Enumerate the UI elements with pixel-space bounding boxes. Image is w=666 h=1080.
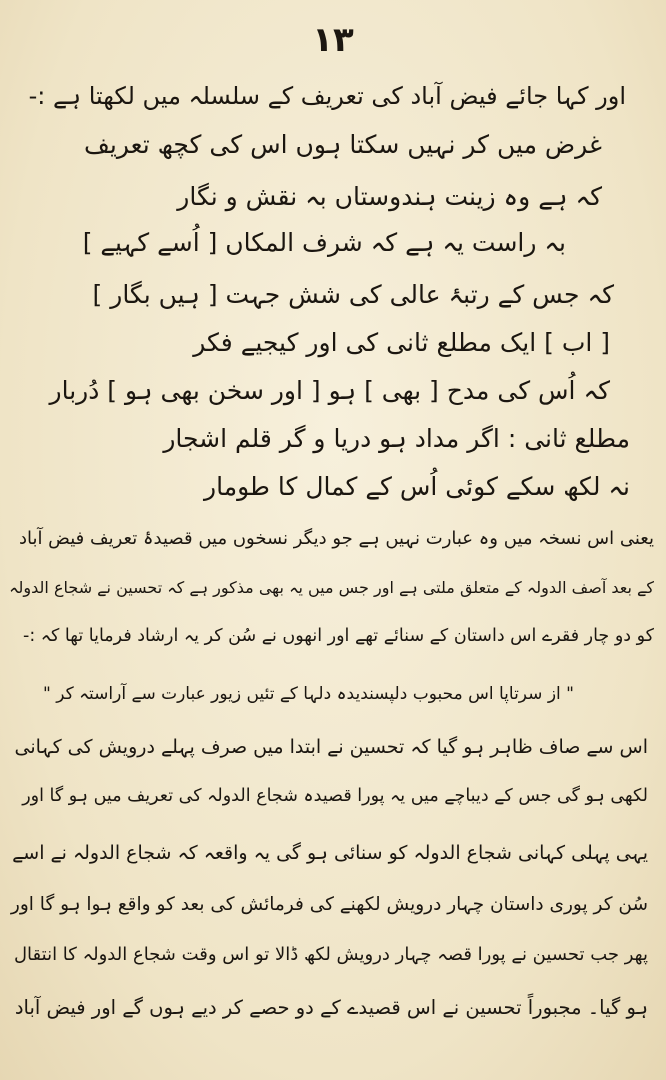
verse-line: نہ لکھ سکے کوئی اُس کے کمال کا طومار <box>204 472 630 501</box>
verse-line: بہ راست یہ ہے کہ شرف المکاں [ اُسے کہیے ] <box>82 228 566 257</box>
verse-line: غرض میں کر نہیں سکتا ہوں اس کی کچھ تعریف <box>84 130 602 159</box>
page-number: ۱۳ <box>312 20 354 60</box>
text-line: یعنی اس نسخہ میں وہ عبارت نہیں ہے جو دیگر نسخوں میں قصیدۂ تعریف فیض آباد <box>18 528 654 549</box>
text-line: اس سے صاف ظاہر ہو گیا کہ تحسین نے ابتدا میں صرف پہلے درویش کی کہانی <box>14 736 648 758</box>
text-line: کو دو چار فقرے اس داستان کے سنائے تھے اور انھوں نے سُن کر یہ ارشاد فرمایا تھا کہ :- <box>23 626 654 646</box>
verse-line: کہ جس کے رتبۂ عالی کی شش جہت [ ہیں بگار ] <box>92 280 614 309</box>
verse-line: مطلع ثانی : اگر مداد ہو دریا و گر قلم اشجار <box>163 424 630 453</box>
verse-line: [ اب ] ایک مطلع ثانی کی اور کیجیے فکر <box>193 328 610 357</box>
text-line: پھر جب تحسین نے پورا قصہ چہار درویش لکھ ڈالا تو اس وقت شجاع الدولہ کا انتقال <box>13 944 648 965</box>
text-line: لکھی ہو گی جس کے دیباچے میں یہ پورا قصیدہ شجاع الدولہ کی تعریف میں ہو گا اور <box>22 786 648 806</box>
verse-line: کہ ہے وہ زینت ہندوستاں بہ نقش و نگار <box>177 182 602 211</box>
verse-line: کہ اُس کی مدح [ بھی ] ہو [ اور سخن بھی ہو ] دُربار <box>49 376 610 405</box>
text-line: یہی پہلی کہانی شجاع الدولہ کو سنائی ہو گی یہ واقعہ کہ شجاع الدولہ نے اسے <box>12 842 648 864</box>
quotation-line: " از سرتاپا اس محبوب دلپسندیدہ دلہا کے تئیں زیور عبارت سے آراستہ کر " <box>42 684 574 704</box>
text-line: ہو گیا۔ مجبوراً تحسین نے اس قصیدے کے دو حصے کر دیے ہوں گے اور فیض آباد <box>14 996 648 1019</box>
text-line: سُن کر پوری داستان چہار درویش لکھنے کی فرمائش کی بعد کو واقع ہوا ہو گا اور <box>10 894 648 915</box>
text-line: اور کہا جائے فیض آباد کی تعریف کے سلسلہ میں لکھتا ہے :- <box>28 82 626 110</box>
text-line: کے بعد آصف الدولہ کے متعلق ملتی ہے اور جس میں یہ بھی مذکور ہے کہ تحسین نے شجاع الدولہ <box>9 578 654 597</box>
